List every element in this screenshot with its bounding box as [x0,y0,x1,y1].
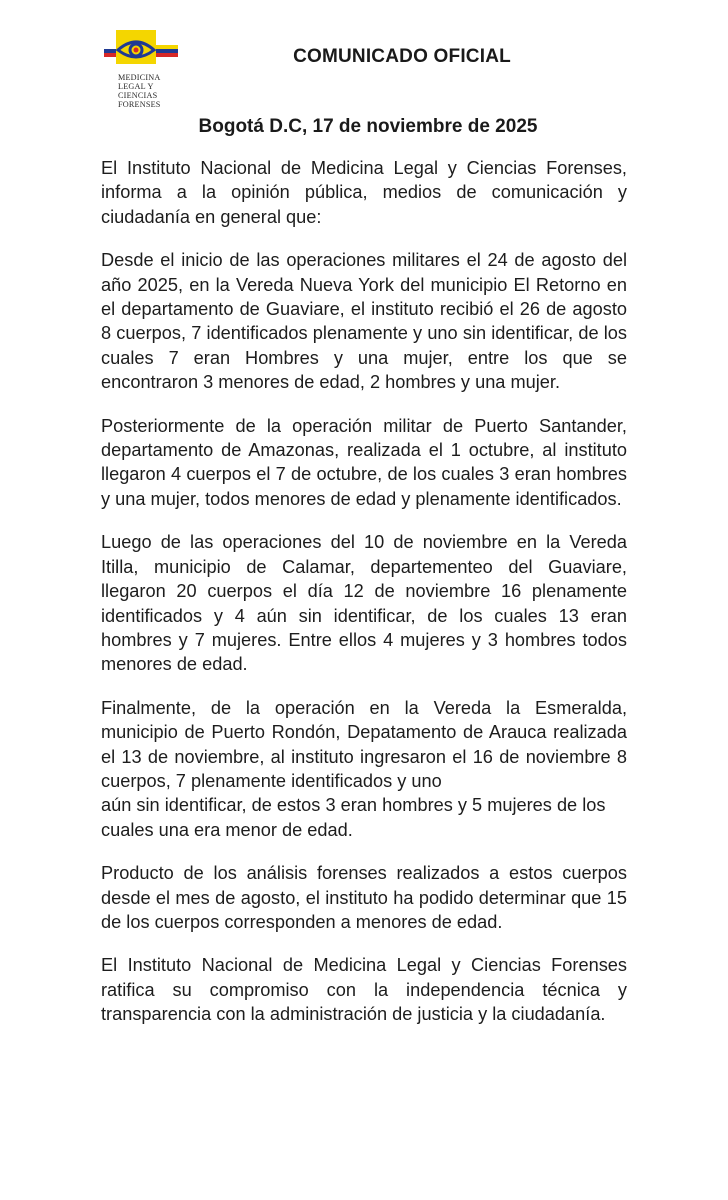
logo-wordmark [118,73,178,109]
date-location-line: Bogotá D.C, 17 de noviembre de 2025 [198,116,538,137]
logo-line: CIENCIAS [118,91,158,100]
logo-line: FORENSES [118,100,161,109]
document-header [0,0,728,112]
paragraph-guaviare-el-retorno: Desde el inicio de las operaciones militares el 24 de agosto del año 2025, en la Vereda Nueva York del municipio El Retorno en el departamento de Guaviare, el instituto recibió el 26 de agosto 8 cuerpos, 7 identificados plenamente y uno sin identificar, de los cuales 7 eran Hombres y una mujer, entre los que se encontraron 3 menores de edad, 2 hombres y una mujer. [101,250,627,393]
paragraph-intro: El Instituto Nacional de Medicina Legal y Ciencias Forenses, informa a la opinión pública, medios de comunicación y ciudadanía en general que: [101,158,627,227]
logo-line: MEDICINA [118,73,161,82]
institution-logo [104,28,180,112]
paragraph-arauca-part1: Finalmente, de la operación en la Vereda la Esmeralda, municipio de Puerto Rondón, Depatamento de Arauca realizada el 13 de noviembre, al instituto ingresaron el 16 de noviembre 8 cuerpos, 7 plenamente identificados y uno [101,697,627,791]
eye-emblem-icon [104,28,180,72]
paragraph-puerto-santander: Posteriormente de la operación militar de Puerto Santander, departamento de Amazonas, realizada el 1 octubre, al instituto llegaron 4 cuerpos el 7 de octubre, de los cuales 3 eran hombres y una mujer, todos menores de edad y plenamente identificados. [101,415,627,509]
paragraph-commitment: El Instituto Nacional de Medicina Legal y Ciencias Forenses ratifica su compromiso con la independencia técnica y transparencia con la administración de justicia y la ciudadanía. [101,955,627,1025]
document-body [101,156,627,1046]
paragraph-arauca-part2: aún sin identificar, de estos 3 eran hombres y 5 mujeres de los cuales una era menor de edad. [101,795,606,840]
paragraph-forensic-analysis: Producto de los análisis forenses realizados a estos cuerpos desde el mes de agosto, el instituto ha podido determinar que 15 de los cuerpos corresponden a menores de edad. [101,863,627,932]
document-title: COMUNICADO OFICIAL [293,46,511,67]
paragraph-calamar: Luego de las operaciones del 10 de noviembre en la Vereda Itilla, municipio de Calamar, departementeo del Guaviare, llegaron 20 cuerpos el día 12 de noviembre 16 plenamente identificados y 4 aún sin identificar, de los cuales 13 eran hombres y 7 mujeres. Entre ellos 4 mujeres y 3 hombres todos menores de edad. [101,532,627,675]
logo-line: LEGAL Y [118,82,154,91]
